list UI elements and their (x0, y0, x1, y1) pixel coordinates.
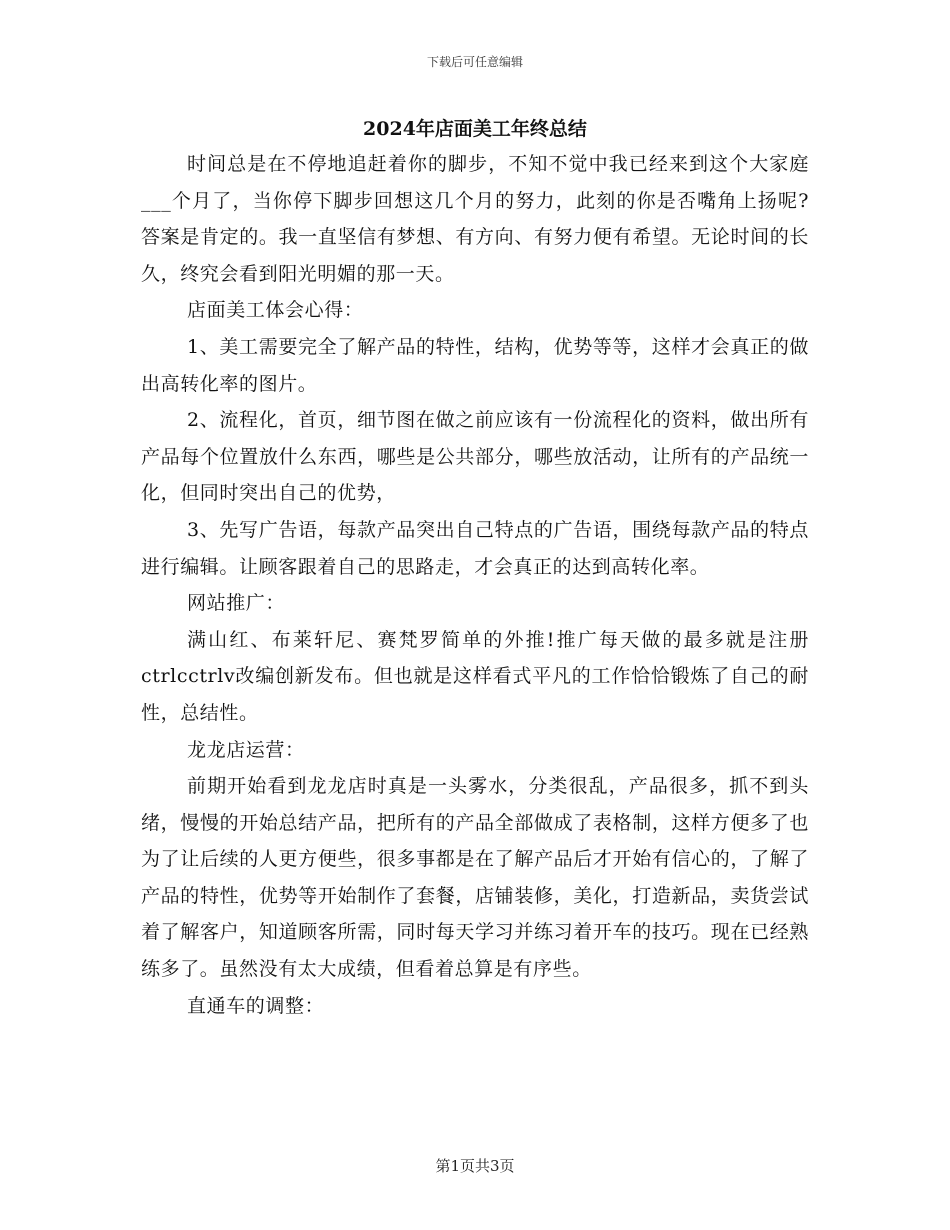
document-body (141, 146, 809, 1024)
paragraph-intro: 时间总是在不停地追赶着你的脚步，不知不觉中我已经来到这个大家庭___个月了，当你停下脚步回想这几个月的努力，此刻的你是否嘴角上扬呢?答案是肯定的。我一直坚信有梦想、有方向、有努力便有希望。无论时间的长久，终究会看到阳光明媚的那一天。 (141, 153, 809, 285)
paragraph-point-3: 3、先写广告语，每款产品突出自己特点的广告语，围绕每款产品的特点进行编辑。让顾客跟着自己的思路走，才会真正的达到高转化率。 (141, 518, 809, 578)
paragraph-promotion: 满山红、布莱轩尼、赛梵罗简单的外推!推广每天做的最多就是注册ctrlcctrlv改编创新发布。但也就是这样看式平凡的工作恰恰锻炼了自己的耐性，总结性。 (141, 628, 809, 724)
document-title: 2024年店面美工年终总结 (363, 118, 587, 140)
section-heading-promotion: 网站推广： (187, 592, 286, 615)
paragraph-store-ops: 前期开始看到龙龙店时真是一头雾水，分类很乱，产品很多，抓不到头绪，慢慢的开始总结产品，把所有的产品全部做成了表格制，这样方便多了也为了让后续的人更方便些，很多事都是在了解产品后才开始有信心的，了解了产品的特性，优势等开始制作了套餐，店铺装修，美化，打造新品，卖货尝试着了解客户，知道顾客所需，同时每天学习并练习着开车的技巧。现在已经熟练多了。虽然没有太大成绩，但看着总算是有序些。 (141, 775, 809, 981)
section-heading-store-ops: 龙龙店运营： (187, 738, 305, 761)
header-note: 下载后可任意编辑 (426, 55, 523, 69)
paragraph-point-2: 2、流程化，首页，细节图在做之前应该有一份流程化的资料，做出所有产品每个位置放什么东西，哪些是公共部分，哪些放活动，让所有的产品统一化，但同时突出自己的优势， (141, 409, 809, 505)
page-number: 第1页共3页 (435, 1157, 515, 1175)
paragraph-point-1: 1、美工需要完全了解产品的特性，结构，优势等等，这样才会真正的做出高转化率的图片。 (141, 335, 809, 395)
section-heading-experience: 店面美工体会心得： (187, 299, 364, 322)
section-heading-ppc: 直通车的调整： (187, 994, 325, 1017)
